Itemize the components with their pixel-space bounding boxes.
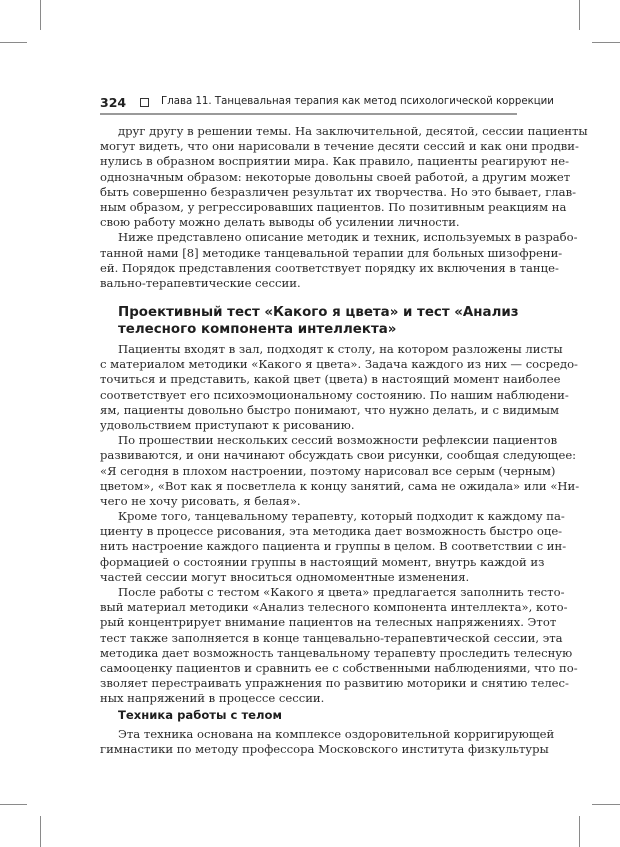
- text-line: могут видеть, что они нарисовали в течение десяти сессий и как они продви-: [100, 139, 579, 154]
- text-line: нить настроение каждого пациента и группы в целом. В соответствии с ин-: [100, 539, 567, 554]
- header-rule: [100, 113, 517, 115]
- body-text-block-3: [100, 727, 555, 757]
- text-line: нулись в образном восприятии мира. Как правило, пациенты реагируют не-: [100, 154, 570, 169]
- paragraph: [100, 230, 578, 291]
- text-line: После работы с тестом «Какого я цвета» предлагается заполнить тесто-: [118, 585, 565, 599]
- text-line: чего не хочу рисовать, я белая».: [100, 493, 301, 508]
- running-header: [100, 95, 554, 113]
- chapter-title: Глава 11. Танцевальная терапия как метод психологической коррекции: [161, 96, 554, 107]
- text-line: свою работу можно делать выводы об усилении личности.: [100, 215, 460, 230]
- body-text-block-1: [100, 124, 588, 291]
- text-line: «Я сегодня в плохом настроении, поэтому нарисовал все серым (черным): [100, 463, 556, 478]
- section-heading-line: телесного компонента интеллекта»: [118, 322, 397, 337]
- section-heading: [100, 304, 517, 338]
- text-line: цветом», «Вот как я посветлела к концу занятий, сама не ожидала» или «Ни-: [100, 478, 580, 493]
- text-line: ей. Порядок представления соответствует порядку их включения в танце-: [100, 260, 559, 275]
- text-line: танной нами [8] методике танцевальной терапии для больных шизофрени-: [100, 245, 563, 260]
- text-line: формацией о состоянии группы в настоящий момент, внутрь каждой из: [100, 554, 545, 569]
- crop-mark: [40, 0, 41, 30]
- text-line: Кроме того, танцевальному терапевту, который подходит к каждому па-: [118, 509, 565, 524]
- section-heading-line: Проективный тест «Какого я цвета» и тест «Анализ: [118, 305, 519, 320]
- text-line: Эта техника основана на комплексе оздоровительной корригирующей: [118, 727, 555, 741]
- text-line: Ниже представлено описание методик и техник, используемых в разрабо-: [118, 230, 578, 245]
- text-line: тест также заполняется в конце танцевально-терапевтической сессии, эта: [100, 630, 563, 645]
- page-number: 324: [100, 95, 127, 110]
- text-line: соответствует его психоэмоциональному состоянию. По нашим наблюдени-: [100, 387, 569, 402]
- paragraph: [100, 585, 578, 707]
- text-line: вый материал методики «Анализ телесного компонента интеллекта», кото-: [100, 600, 568, 615]
- text-line: методика дает возможность танцевальному терапевту проследить телесную: [100, 645, 573, 660]
- text-line: точиться и представить, какой цвет (цвета) в настоящий момент наиболее: [100, 372, 561, 387]
- subheading-text: Техника работы с телом: [118, 708, 282, 722]
- square-bullet-icon: [140, 98, 149, 107]
- crop-mark: [579, 0, 580, 30]
- crop-mark: [579, 816, 580, 847]
- text-line: ям, пациенты довольно быстро понимают, что нужно делать, и с видимым: [100, 402, 560, 417]
- paragraph: [100, 124, 588, 230]
- crop-mark: [592, 42, 620, 43]
- text-line: зволяет перестраивать упражнения по развитию моторики и снятию телес-: [100, 676, 569, 691]
- text-line: циенту в процессе рисования, эта методика дает возможность быстро оце-: [100, 524, 563, 539]
- paragraph: [100, 509, 567, 585]
- text-line: самооценку пациентов и сравнить ее с собственными наблюдениями, что по-: [100, 660, 578, 675]
- text-line: Пациенты входят в зал, подходят к столу, на котором разложены листы: [118, 342, 563, 356]
- text-line: развиваются, и они начинают обсуждать свои рисунки, сообщая следующее:: [100, 448, 577, 463]
- crop-mark: [40, 816, 41, 847]
- text-line: рый концентрирует внимание пациентов на телесных напряжениях. Этот: [100, 615, 557, 630]
- text-line: По прошествии нескольких сессий возможности рефлексии пациентов: [118, 433, 558, 448]
- paragraph: [100, 342, 578, 433]
- paragraph: [100, 727, 555, 757]
- text-line: с материалом методики «Какого я цвета». Задача каждого из них — сосредо-: [100, 357, 578, 372]
- text-line: друг другу в решении темы. На заключительной, десятой, сессии пациенты: [118, 124, 588, 138]
- text-line: ных напряжений в процессе сессии.: [100, 691, 325, 706]
- text-line: ным образом, у регрессировавших пациентов. По позитивным реакциям на: [100, 199, 567, 214]
- crop-mark: [0, 804, 27, 805]
- text-line: быть совершенно безразличен результат их творчества. Но это бывает, глав-: [100, 184, 577, 199]
- paragraph: [100, 433, 580, 509]
- subheading: [100, 708, 517, 723]
- text-line: удовольствием приступают к рисованию.: [100, 417, 355, 432]
- body-text-block-2: [100, 342, 580, 707]
- text-line: однозначным образом: некоторые довольны своей работой, а другим может: [100, 169, 571, 184]
- text-line: вально-терапевтические сессии.: [100, 275, 301, 290]
- text-line: гимнастики по методу профессора Московского института физкультуры: [100, 742, 549, 757]
- crop-mark: [0, 42, 27, 43]
- text-line: частей сессии могут вноситься одномоментные изменения.: [100, 569, 470, 584]
- crop-mark: [592, 804, 620, 805]
